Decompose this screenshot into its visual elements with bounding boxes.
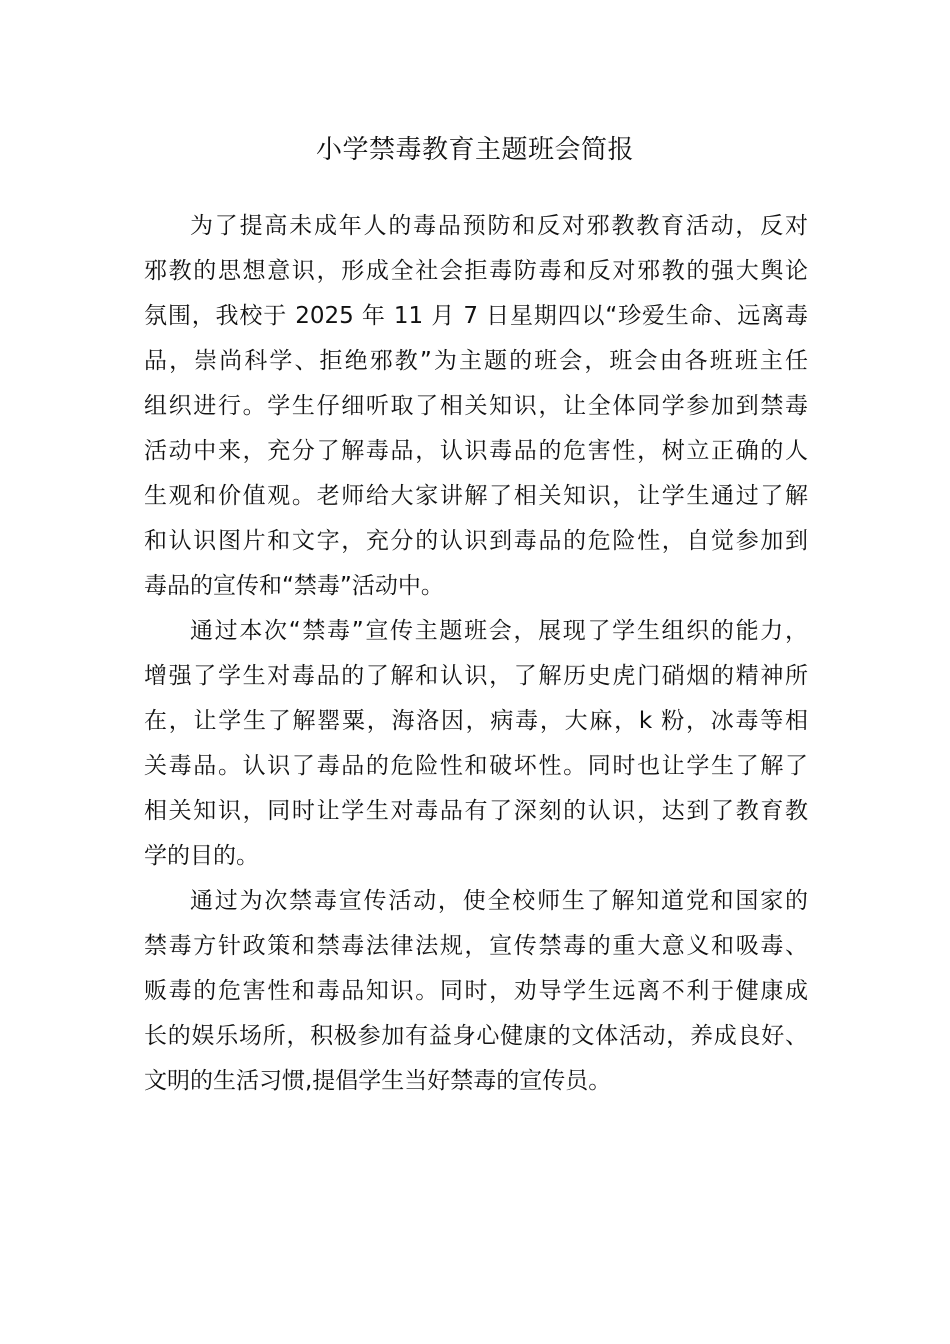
- paragraph-line: 活动中来，充分了解毒品，认识毒品的危害性，树立正确的人: [144, 438, 808, 464]
- paragraph-line: 增强了学生对毒品的了解和认识，了解历史虎门硝烟的精神所: [144, 663, 808, 689]
- paragraph-line: 相关知识，同时让学生对毒品有了深刻的认识，达到了教育教: [144, 798, 808, 824]
- paragraph-line: 学的目的。: [144, 843, 259, 869]
- paragraph-2: [144, 609, 808, 879]
- paragraph-line: 邪教的思想意识，形成全社会拒毒防毒和反对邪教的强大舆论: [144, 258, 808, 284]
- paragraph-line: 组织进行。学生仔细听取了相关知识，让全体同学参加到禁毒: [144, 393, 808, 419]
- paragraph-line: 为了提高未成年人的毒品预防和反对邪教教育活动，反对: [190, 213, 808, 239]
- paragraph-1: [144, 204, 808, 609]
- paragraph-line: 生观和价值观。老师给大家讲解了相关知识，让学生通过了解: [144, 483, 808, 509]
- document-title: 小学禁毒教育主题班会简报: [315, 135, 634, 165]
- paragraph-line: 毒品的宣传和“禁毒”活动中。: [144, 573, 444, 599]
- paragraph-line: 在，让学生了解罂粟，海洛因，病毒，大麻，k 粉，冰毒等相: [144, 708, 808, 734]
- paragraph-line: 关毒品。认识了毒品的危险性和破坏性。同时也让学生了解了: [144, 753, 808, 779]
- paragraph-line: 长的娱乐场所，积极参加有益身心健康的文体活动，养成良好、: [144, 1023, 808, 1049]
- paragraph-line: 通过为次禁毒宣传活动，使全校师生了解知道党和国家的: [190, 888, 808, 914]
- paragraph-line: 氛围，我校于 2025 年 11 月 7 日星期四以“珍爱生命、远离毒: [144, 303, 808, 329]
- document-body: [144, 204, 808, 1104]
- paragraph-line: 通过本次“禁毒”宣传主题班会，展现了学生组织的能力，: [190, 618, 808, 644]
- paragraph-3: [144, 879, 808, 1104]
- paragraph-line: 和认识图片和文字，充分的认识到毒品的危险性，自觉参加到: [144, 528, 808, 554]
- paragraph-line: 文明的生活习惯,提倡学生当好禁毒的宣传员。: [144, 1068, 612, 1094]
- paragraph-line: 禁毒方针政策和禁毒法律法规，宣传禁毒的重大意义和吸毒、: [144, 933, 808, 959]
- paragraph-line: 品，崇尚科学、拒绝邪教”为主题的班会，班会由各班班主任: [144, 348, 808, 374]
- paragraph-line: 贩毒的危害性和毒品知识。同时，劝导学生远离不利于健康成: [144, 978, 808, 1004]
